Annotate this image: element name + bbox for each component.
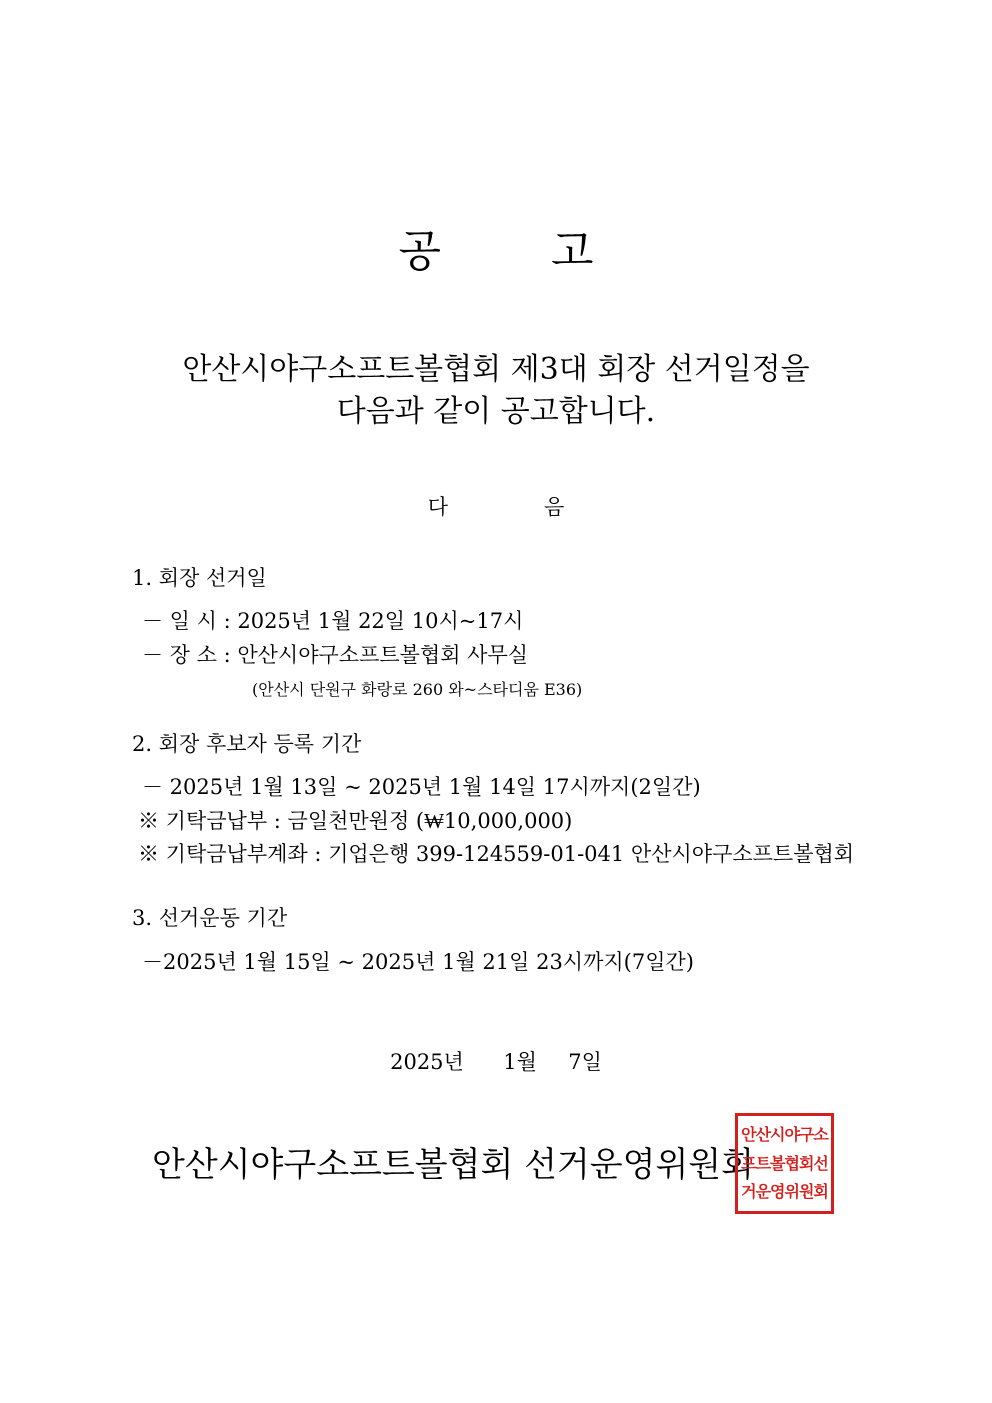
notice-heading-char-2: 음: [544, 495, 565, 519]
title-char-1: 공: [398, 226, 441, 277]
section-1-address: (안산시 단원구 화랑로 260 와~스타디움 E36): [252, 680, 583, 699]
notice-heading-char-1: 다: [427, 495, 448, 519]
organization-name: 안산시야구소프트볼협회 선거운영위원회: [152, 1145, 754, 1185]
title-char-2: 고: [551, 226, 594, 277]
section-3-period: －2025년 1월 15일 ~ 2025년 1월 21일 23시까지(7일간): [142, 950, 694, 974]
date-year: 2025년: [390, 1050, 464, 1074]
document-title: [0, 222, 992, 282]
intro-line-1: 안산시야구소프트볼협회 제3대 회장 선거일정을: [182, 352, 810, 387]
section-2-deposit: ※ 기탁금납부 : 금일천만원정 (₩10,000,000): [138, 809, 573, 833]
date-month: 1월: [503, 1050, 537, 1074]
official-seal: [735, 1113, 834, 1214]
section-1-datetime: － 일 시 : 2025년 1월 22일 10시~17시: [142, 609, 524, 633]
date-day: 7일: [568, 1050, 602, 1074]
section-1-location: － 장 소 : 안산시야구소프트볼협회 사무실: [142, 643, 529, 667]
section-1-heading: 1. 회장 선거일: [132, 566, 267, 590]
notice-date: [0, 1047, 992, 1077]
notice-heading: [0, 492, 992, 522]
section-3-heading: 3. 선거운동 기간: [132, 906, 288, 930]
section-2-deposit-account: ※ 기탁금납부계좌 : 기업은행 399-124559-01-041 안산시야구소프트볼협회: [138, 842, 855, 866]
section-2-period: － 2025년 1월 13일 ~ 2025년 1월 14일 17시까지(2일간): [142, 775, 701, 799]
section-2-heading: 2. 회장 후보자 등록 기간: [132, 732, 362, 756]
seal-row-2: 프트볼협회선: [741, 1153, 828, 1173]
intro-line-2: 다음과 같이 공고합니다.: [336, 394, 656, 429]
seal-row-1: 안산시야구소: [741, 1124, 828, 1144]
seal-row-3: 거운영위원회: [741, 1182, 828, 1202]
